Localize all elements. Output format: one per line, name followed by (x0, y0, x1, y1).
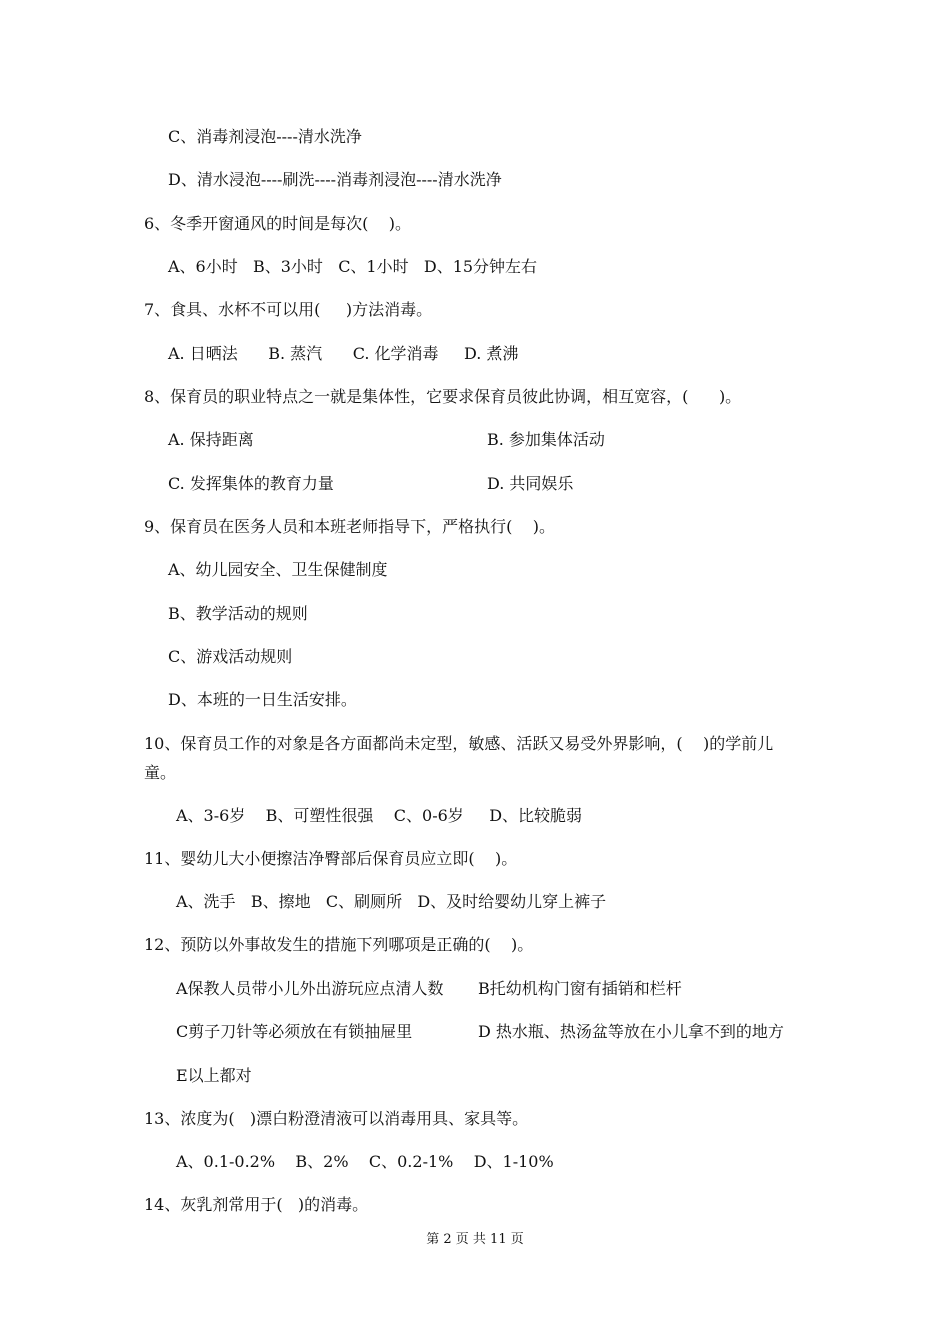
q9-option-a: A、幼儿园安全、卫生保健制度 (168, 560, 388, 579)
q5-option-d: D、清水浸泡----刷洗----消毒剂浸泡----清水洗净 (168, 170, 502, 189)
q12-stem: 12、预防以外事故发生的措施下列哪项是正确的( )。 (144, 935, 534, 954)
q10-options: A、3-6岁 B、可塑性很强 C、0-6岁 D、比较脆弱 (176, 806, 583, 825)
q10-stem-line1: 10、保育员工作的对象是各方面都尚未定型，敏感、活跃又易受外界影响，( )的学前儿 (144, 734, 774, 753)
page-footer: 第 2 页 共 11 页 (426, 1232, 524, 1247)
q12-option-c: C剪子刀针等必须放在有锁抽屉里 (176, 1022, 413, 1041)
q12-option-b: B托幼机构门窗有插销和栏杆 (478, 979, 682, 998)
q7-options: A. 日晒法 B. 蒸汽 C. 化学消毒 D. 煮沸 (168, 344, 519, 363)
q9-option-c: C、游戏活动规则 (168, 647, 293, 666)
q9-option-d: D、本班的一日生活安排。 (168, 690, 357, 709)
q8-option-d: D. 共同娱乐 (487, 474, 574, 493)
q13-stem: 13、浓度为( )漂白粉澄清液可以消毒用具、家具等。 (144, 1109, 529, 1128)
q12-option-a: A保教人员带小儿外出游玩应点清人数 (176, 979, 444, 998)
q12-option-e: E以上都对 (176, 1066, 252, 1085)
q13-options: A、0.1-0.2% B、2% C、0.2-1% D、1-10% (176, 1152, 554, 1171)
q6-stem: 6、冬季开窗通风的时间是每次( )。 (144, 214, 412, 233)
q8-option-a: A. 保持距离 (168, 430, 254, 449)
q9-stem: 9、保育员在医务人员和本班老师指导下，严格执行( )。 (144, 517, 556, 536)
q12-option-d: D 热水瓶、热汤盆等放在小儿拿不到的地方 (478, 1022, 784, 1041)
q14-stem: 14、灰乳剂常用于( )的消毒。 (144, 1195, 369, 1214)
q11-options: A、洗手 B、擦地 C、刷厕所 D、及时给婴幼儿穿上裤子 (176, 892, 607, 911)
q8-option-c: C. 发挥集体的教育力量 (168, 474, 334, 493)
q8-option-b: B. 参加集体活动 (487, 430, 605, 449)
q5-option-c: C、消毒剂浸泡----清水洗净 (168, 127, 362, 146)
q7-stem: 7、食具、水杯不可以用( )方法消毒。 (144, 300, 433, 319)
q6-options: A、6小时 B、3小时 C、1小时 D、15分钟左右 (168, 257, 538, 276)
q10-stem-line2: 童。 (144, 763, 177, 782)
q9-option-b: B、教学活动的规则 (168, 604, 308, 623)
q8-stem: 8、保育员的职业特点之一就是集体性，它要求保育员彼此协调，相互宽容，( )。 (144, 387, 742, 406)
q11-stem: 11、婴幼儿大小便擦洁净臀部后保育员应立即( )。 (144, 849, 518, 868)
